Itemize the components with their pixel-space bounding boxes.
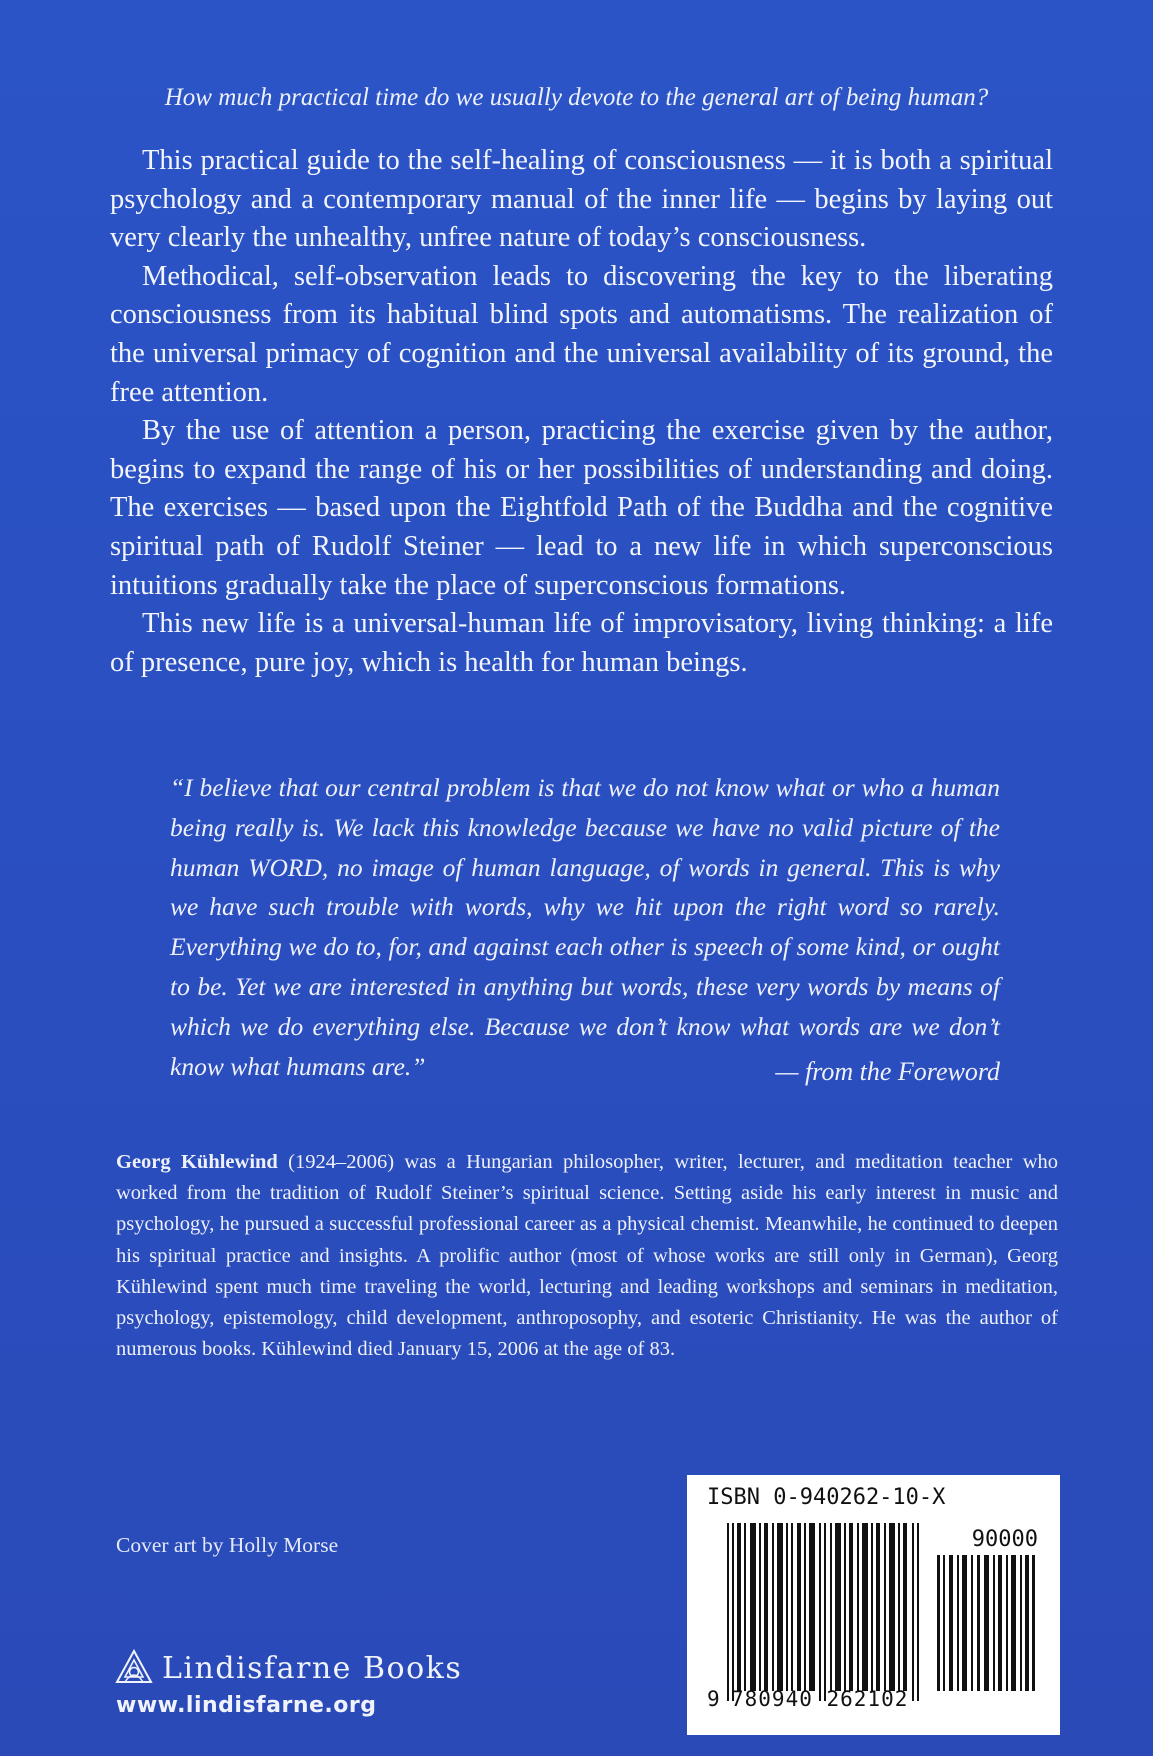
author-name: Georg Kühlewind <box>116 1151 278 1173</box>
isbn-number: ISBN 0-940262-10-X <box>707 1485 946 1510</box>
description-paragraph: This new life is a universal-human life of improvisatory, living thinking: a life of presence, pure joy, which is health for human beings. <box>110 608 1053 678</box>
publisher-block <box>114 1648 462 1688</box>
isbn-barcode <box>687 1475 1060 1735</box>
description-paragraph: This practical guide to the self-healing of consciousness — it is both a spiritual psychology and a contemporary manual of the inner life — begins by laying out very clearly the unhealthy, unfree nature of today’s consciousness. <box>110 145 1053 254</box>
description <box>110 142 1053 682</box>
publisher-name: Lindisfarne Books <box>162 1650 463 1686</box>
ean-lead-digit: 9 <box>707 1687 720 1711</box>
publisher-website: www.lindisfarne.org <box>116 1693 377 1718</box>
tagline: How much practical time do we usually devote to the general art of being human? <box>164 84 989 111</box>
price-code: 90000 <box>971 1527 1038 1552</box>
price-barcode-bars <box>937 1555 1037 1691</box>
cover-art-credit: Cover art by Holly Morse <box>116 1533 339 1557</box>
foreword-quote: “I believe that our central problem is that we do not know what or who a human being really is. We lack this knowledge because we have no valid picture of the human WORD, no image of human language, of words in general. This is why we have such trouble with words, why we hit upon the right word so rarely. Everything we do to, for, and against each other is speech of some kind, or ought to be. Yet we are interested in anything but words, these very words by means of which we do everything else. Because we don’t know what words are we don’t know what humans are.” <box>170 773 1000 1081</box>
quote-attribution: — from the Foreword <box>775 1057 1000 1086</box>
ean-barcode-bars <box>727 1523 925 1701</box>
description-paragraph: By the use of attention a person, practicing the exercise given by the author, begins to expand the range of his or her possibilities of understanding and doing. The exercises — based upon the Eightfold Path of the Buddha and the cognitive spiritual path of Rudolf Steiner — lead to a new life in which superconscious intuitions gradually take the place of superconscious formations. <box>110 415 1053 601</box>
author-bio <box>116 1147 1058 1365</box>
description-paragraph: Methodical, self-observation leads to discovering the key to the liberating consciousness from its habitual blind spots and automatisms. The realization of the universal primacy of cognition and the universal availability of its ground, the free attention. <box>110 260 1053 408</box>
celtic-knot-icon <box>114 1648 154 1688</box>
bio-text: (1924–2006) was a Hungarian philosopher, writer, lecturer, and meditation teacher who worked from the tradition of Rudolf Steiner’s spiritual science. Setting aside his early interest in music and psychology, he pursued a successful professional career as a physical chemist. Meanwhile, he continued to deepen his spiritual practice and insights. A prolific author (most of whose works are still only in German), Georg Kühlewind spent much time traveling the world, lecturing and leading workshops and seminars in meditation, psychology, epistemology, child development, anthroposophy, and esoteric Christianity. He was the author of numerous books. Kühlewind died January 15, 2006 at the age of 83. <box>116 1151 1058 1361</box>
ean-digits: 780940 262102 <box>731 1687 909 1711</box>
